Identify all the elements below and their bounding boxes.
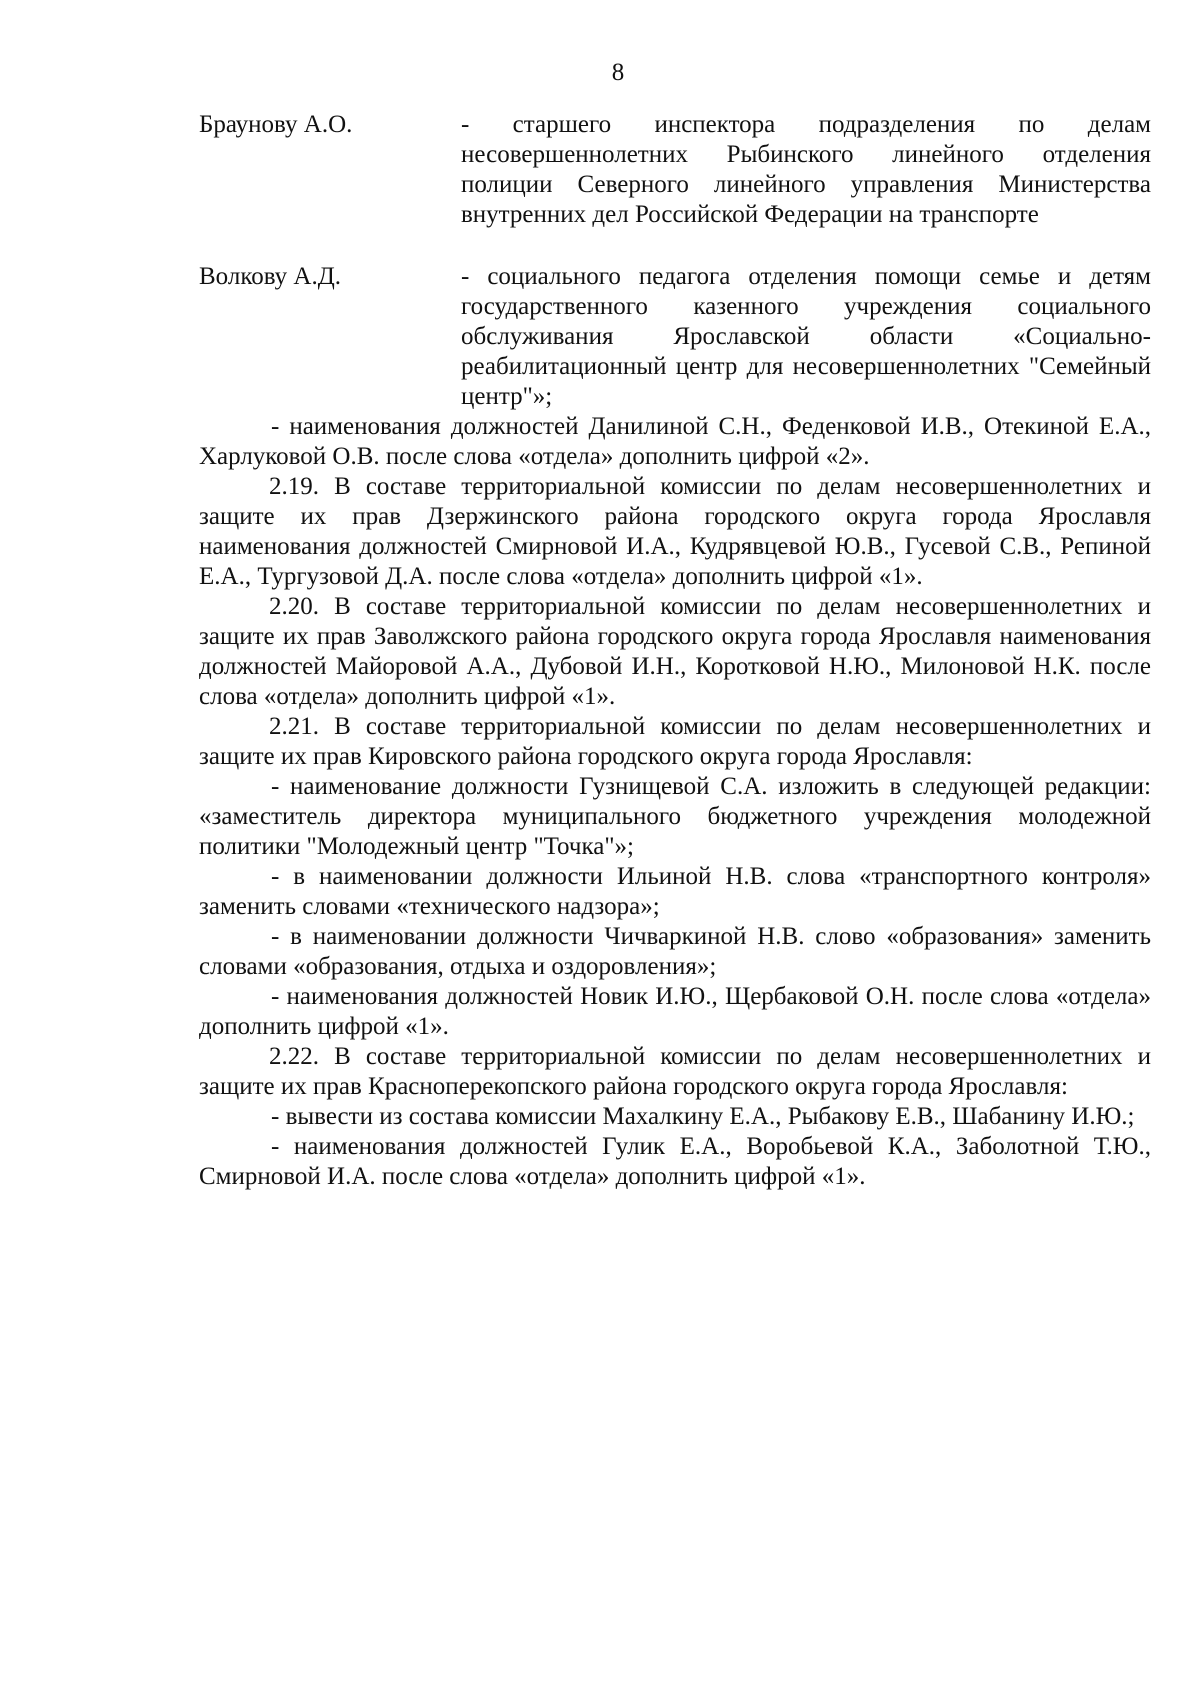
clause-2-22: 2.22. В составе территориальной комиссии по делам несовершеннолетних и защите их прав Красноперекопского района городского округа города Ярославля: <box>199 1043 1151 1100</box>
document-body <box>199 110 1151 1192</box>
amendment-paragraph: - наименования должностей Гулик Е.А., Воробьевой К.А., Заболотной Т.Ю., Смирновой И.А. после слова «отдела» дополнить цифрой «1». <box>199 1133 1151 1190</box>
member-entry <box>199 110 1151 230</box>
member-position: - старшего инспектора подразделения по делам несовершеннолетних Рыбинского линейного отделения полиции Северного линейного управления Министерства внутренних дел Российской Федерации на транспорте <box>461 111 1151 228</box>
clause-2-20: 2.20. В составе территориальной комиссии по делам несовершеннолетних и защите их прав Заволжского района городского округа города Ярославля наименования должностей Майоровой А.А., Дубовой И.Н., Коротковой Н.Ю., Милоновой Н.К. после слова «отдела» дополнить цифрой «1». <box>199 593 1151 710</box>
member-entry <box>199 262 1151 412</box>
page-number: 8 <box>611 59 625 86</box>
amendment-paragraph: - в наименовании должности Ильиной Н.В. слова «транспортного контроля» заменить словами «технического надзора»; <box>199 863 1151 920</box>
member-name: Волкову А.Д. <box>199 263 342 290</box>
amendment-paragraph: - в наименовании должности Чичваркиной Н.В. слово «образования» заменить словами «образования, отдыха и оздоровления»; <box>199 923 1151 980</box>
member-position: - социального педагога отделения помощи семье и детям государственного казенного учреждения социального обслуживания Ярославской области «Социально-реабилитационный центр для несовершеннолетних "Семейный центр"»; <box>461 263 1151 410</box>
member-name: Браунову А.О. <box>199 111 353 138</box>
clause-2-21: 2.21. В составе территориальной комиссии по делам несовершеннолетних и защите их прав Кировского района городского округа города Ярославля: <box>199 713 1151 770</box>
amendment-paragraph: - вывести из состава комиссии Махалкину Е.А., Рыбакову Е.В., Шабанину И.Ю.; <box>271 1103 1135 1130</box>
amendment-paragraph: - наименования должностей Данилиной С.Н., Феденковой И.В., Отекиной Е.А., Харлуковой О.В. после слова «отдела» дополнить цифрой «2». <box>199 413 1151 470</box>
clause-2-19: 2.19. В составе территориальной комиссии по делам несовершеннолетних и защите их прав Дзержинского района городского округа города Ярославля наименования должностей Смирновой И.А., Кудрявцевой Ю.В., Гусевой С.В., Репиной Е.А., Тургузовой Д.А. после слова «отдела» дополнить цифрой «1». <box>199 473 1151 590</box>
amendment-paragraph: - наименование должности Гузнищевой С.А. изложить в следующей редакции: «заместитель директора муниципального бюджетного учреждения молодежной политики "Молодежный центр "Точка"»; <box>199 773 1151 860</box>
amendment-paragraph: - наименования должностей Новик И.Ю., Щербаковой О.Н. после слова «отдела» дополнить цифрой «1». <box>199 983 1151 1040</box>
